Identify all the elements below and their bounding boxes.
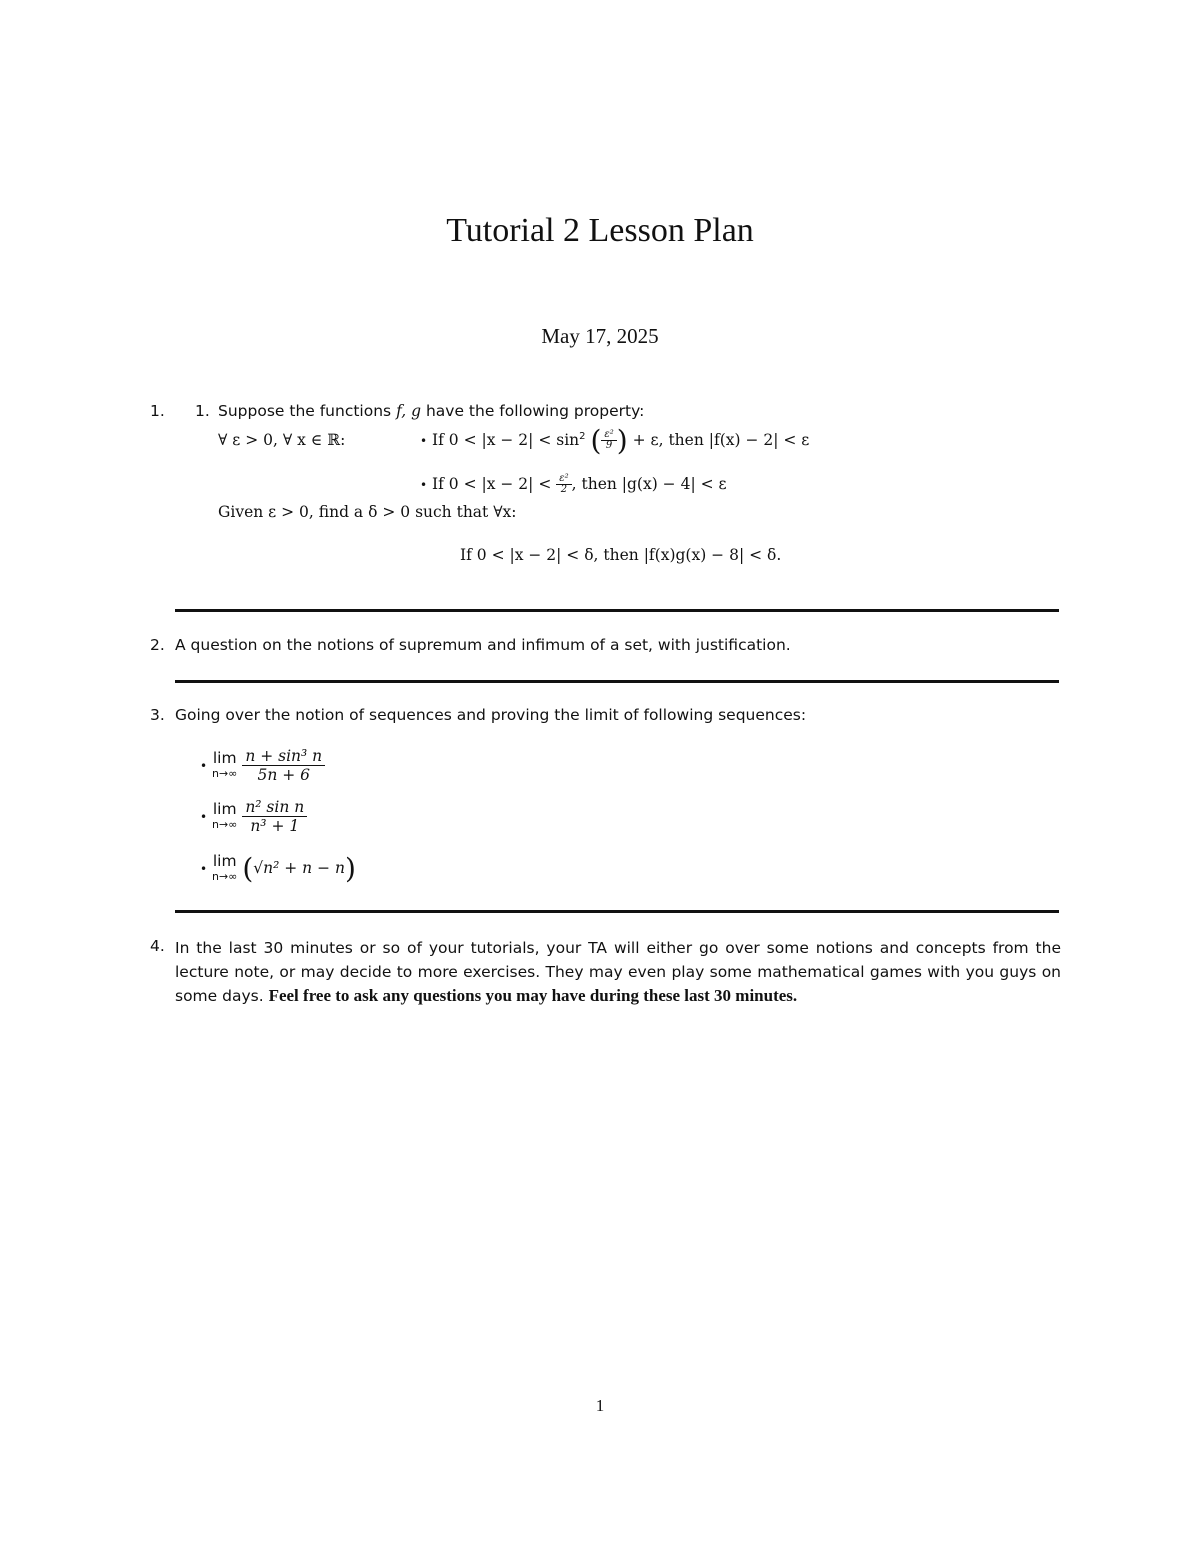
- item-1-given: Given ε > 0, find a δ > 0 such that ∀x:: [218, 503, 517, 521]
- sequence-2-den: n³ + 1: [242, 816, 307, 835]
- bullet-icon: •: [420, 478, 428, 492]
- bullet-1-text-b: + ε, then |f(x) − 2| < ε: [632, 431, 810, 449]
- bullet-1-frac-num: ε²: [604, 429, 614, 440]
- sequence-1-fraction: [242, 747, 325, 784]
- lim-operator: [212, 750, 237, 782]
- bullet-1-frac-den: 9: [601, 440, 616, 451]
- bullet-2-frac-den: 2: [556, 484, 571, 495]
- left-paren-icon: (: [590, 424, 602, 457]
- item-4-paragraph: [175, 936, 1061, 1008]
- lim-subscript: n→∞: [212, 817, 238, 831]
- item-1-intro-a: Suppose the functions: [218, 402, 392, 420]
- item-4-number: 4.: [150, 937, 165, 955]
- item-2-number: 2.: [150, 636, 165, 654]
- sequence-2-fraction: [242, 798, 307, 835]
- item-1-quantifier: ∀ ε > 0, ∀ x ∈ ℝ:: [218, 431, 346, 449]
- bullet-1-text-a: If 0 < |x − 2| < sin: [432, 431, 580, 449]
- page-title: Tutorial 2 Lesson Plan: [446, 212, 754, 249]
- bullet-icon: •: [420, 434, 428, 448]
- sequence-1-num: n + sin³ n: [245, 747, 323, 765]
- right-paren-icon: ): [616, 424, 628, 457]
- sequence-2-num: n² sin n: [245, 798, 305, 816]
- item-2-text: A question on the notions of supremum and infimum of a set, with justification.: [175, 636, 791, 654]
- item-1-number: 1.: [150, 402, 165, 420]
- lim-operator: [212, 801, 237, 833]
- bullet-icon: •: [200, 862, 208, 876]
- item-1-intro-vars: f, g: [396, 402, 422, 420]
- item-1-bullet-1: [420, 424, 809, 457]
- item-3-number: 3.: [150, 706, 165, 724]
- item-4-text: In the last 30 minutes or so of your tutorials, your TA will either go over some notions and concepts from the lecture note, or may decide to more exercises. They may even play some mathematical games with you guys on some days.: [175, 939, 1061, 1005]
- bullet-2-fraction: [556, 474, 571, 495]
- bullet-1-exponent: 2: [579, 430, 586, 442]
- right-paren-icon: ): [344, 852, 356, 885]
- lim-word: lim: [212, 748, 237, 767]
- section-divider: [175, 680, 1059, 683]
- lim-subscript: n→∞: [212, 766, 238, 780]
- item-1-display-equation: If 0 < |x − 2| < δ, then |f(x)g(x) − 8| < δ.: [460, 546, 782, 564]
- bullet-2-text-a: If 0 < |x − 2| <: [432, 475, 552, 493]
- item-4-bold: Feel free to ask any questions you may have during these last 30 minutes.: [268, 986, 798, 1005]
- lim-subscript: n→∞: [212, 869, 238, 883]
- bullet-icon: •: [200, 810, 208, 824]
- item-1-intro: [218, 402, 644, 420]
- lim-operator: [212, 853, 237, 885]
- sequence-1-den: 5n + 6: [242, 765, 325, 784]
- left-paren-icon: (: [242, 852, 254, 885]
- bullet-2-frac-num: ε²: [559, 473, 569, 484]
- item-1-bullet-2: [420, 474, 727, 495]
- sequence-3-body: √n² + n − n: [253, 859, 345, 877]
- bullet-2-text-b: , then |g(x) − 4| < ε: [571, 475, 727, 493]
- lim-word: lim: [212, 799, 237, 818]
- section-divider: [175, 609, 1059, 612]
- lim-word: lim: [212, 851, 237, 870]
- bullet-1-fraction: [601, 430, 616, 451]
- section-divider: [175, 910, 1059, 913]
- item-1-intro-b: have the following property:: [425, 402, 645, 420]
- sequence-1: [200, 747, 325, 784]
- page-number: 1: [595, 1396, 605, 1415]
- sequence-3: [200, 852, 356, 885]
- item-1-subnumber: 1.: [195, 402, 210, 420]
- item-3-text: Going over the notion of sequences and proving the limit of following sequences:: [175, 706, 807, 724]
- page-date: May 17, 2025: [541, 324, 659, 348]
- sequence-2: [200, 798, 307, 835]
- bullet-icon: •: [200, 759, 208, 773]
